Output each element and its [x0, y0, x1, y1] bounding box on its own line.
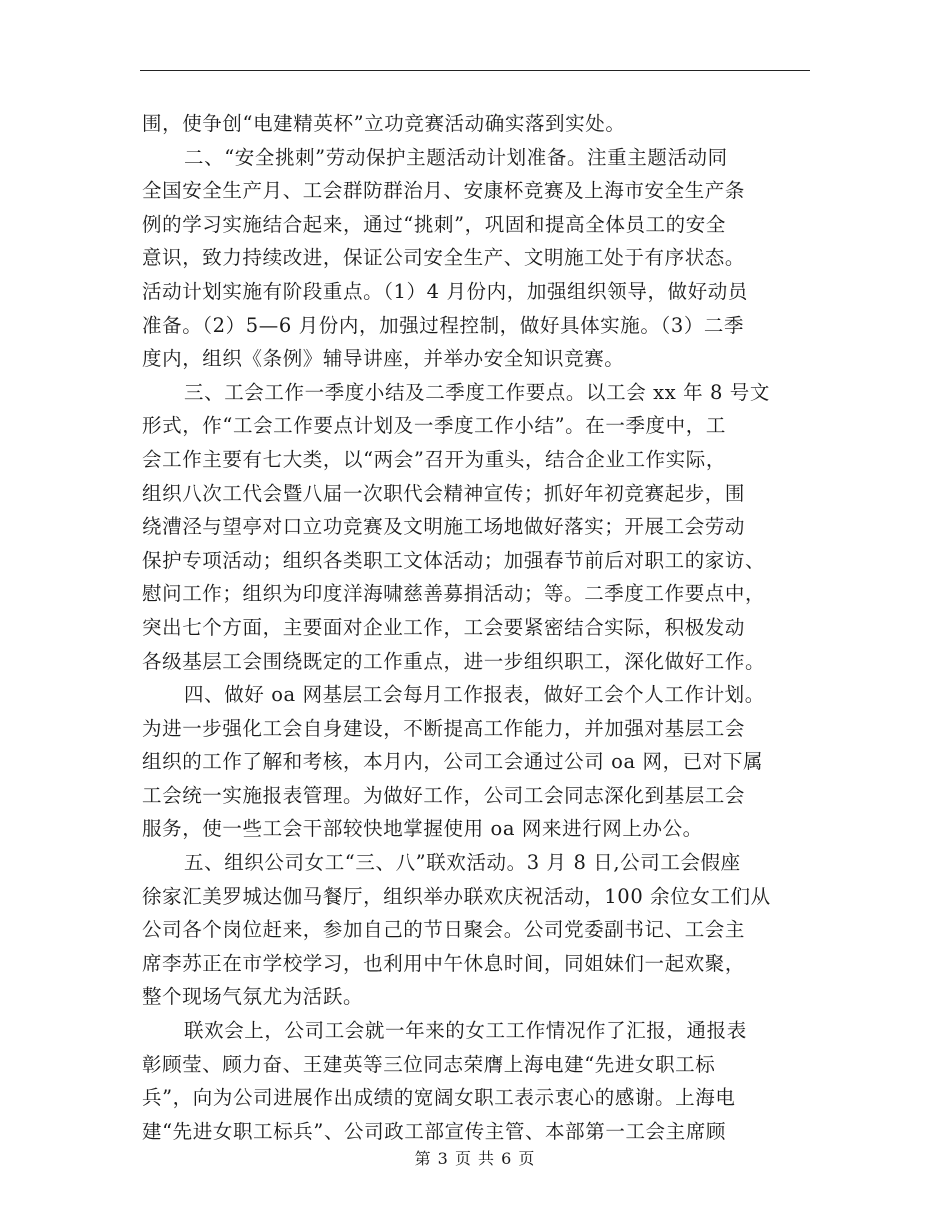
paragraph-line: 兵”，向为公司进展作出成绩的宽阔女职工表示衷心的感谢。上海电 [142, 1086, 736, 1110]
paragraph-line: 席李苏正在市学校学习，也利用中午休息时间，同姐妹们一起欢聚， [142, 951, 746, 975]
paragraph-line: 活动计划实施有阶段重点。（1）4 月份内，加强组织领导，做好动员 [142, 279, 748, 303]
paragraph [142, 678, 810, 846]
paragraph [142, 376, 810, 678]
paragraph-line: 整个现场气氛尤为活跃。 [142, 985, 364, 1009]
paragraph-line: 组织的工作了解和考核，本月内，公司工会通过公司 oa 网，已对下属 [142, 750, 764, 774]
header-rule [140, 70, 810, 71]
paragraph-line: 服务，使一些工会干部较快地掌握使用 oa 网来进行网上办公。 [142, 817, 703, 841]
paragraph [142, 1014, 810, 1148]
paragraph-line: 五、组织公司女工“三、八”联欢活动。3 月 8 日,公司工会假座 [184, 851, 741, 875]
paragraph-line: 四、做好 oa 网基层工会每月工作报表，做好工会个人工作计划。 [184, 683, 765, 707]
paragraph-line: 例的学习实施结合起来，通过“挑刺”，巩固和提高全体员工的安全 [142, 212, 726, 236]
paragraph-line: 三、工会工作一季度小结及二季度工作要点。以工会 xx 年 8 号文 [184, 380, 770, 404]
paragraph-line: 会工作主要有七大类，以“两会”召开为重头，结合企业工作实际， [142, 447, 726, 471]
paragraph-line: 徐家汇美罗城达伽马餐厅，组织举办联欢庆祝活动，100 余位女工们从 [142, 884, 771, 908]
paragraph-line: 建“先进女职工标兵”、公司政工部宣传主管、本部第一工会主席顾 [142, 1119, 726, 1143]
paragraph-line: 围，使争创“电建精英杯”立功竞赛活动确实落到实处。 [142, 112, 626, 135]
paragraph [142, 846, 810, 1014]
paragraph-line: 形式，作“工会工作要点计划及一季度工作小结”。在一季度中，工 [142, 414, 726, 438]
page-number-footer: 第 3 页 共 6 页 [414, 1149, 536, 1168]
paragraph-line: 意识，致力持续改进，保证公司安全生产、文明施工处于有序状态。 [142, 246, 746, 270]
paragraph-line: 组织八次工代会暨八届一次职代会精神宣传；抓好年初竞赛起步，围 [142, 481, 746, 505]
paragraph-line: 全国安全生产月、工会群防群治月、安康杯竞赛及上海市安全生产条 [142, 179, 746, 203]
document-body [142, 107, 810, 1148]
paragraph [142, 107, 810, 141]
paragraph-line: 工会统一实施报表管理。为做好工作，公司工会同志深化到基层工会 [142, 783, 746, 807]
paragraph-line: 为进一步强化工会自身建设，不断提高工作能力，并加强对基层工会 [142, 716, 746, 740]
paragraph-line: 绕漕泾与望亭对口立功竞赛及文明施工场地做好落实；开展工会劳动 [142, 515, 746, 539]
paragraph-line: 保护专项活动；组织各类职工文体活动；加强春节前后对职工的家访、 [142, 548, 766, 572]
paragraph-line: 突出七个方面，主要面对企业工作，工会要紧密结合实际，积极发动 [142, 615, 746, 639]
paragraph-line: 公司各个岗位赶来，参加自己的节日聚会。公司党委副书记、工会主 [142, 918, 746, 942]
paragraph-line: 联欢会上，公司工会就一年来的女工工作情况作了汇报，通报表 [184, 1019, 747, 1043]
paragraph-line: 彰顾莹、顾力奋、王建英等三位同志荣膺上海电建“先进女职工标 [142, 1052, 716, 1076]
paragraph-line: 准备。（2）5—6 月份内，加强过程控制，做好具体实施。（3）二季 [142, 313, 745, 337]
paragraph [142, 141, 810, 376]
paragraph-line: 二、“安全挑刺”劳动保护主题活动计划准备。注重主题活动同 [184, 145, 728, 169]
paragraph-line: 各级基层工会围绕既定的工作重点，进一步组织职工，深化做好工作。 [142, 649, 766, 673]
paragraph-line: 度内，组织《条例》辅导讲座，并举办安全知识竞赛。 [142, 347, 625, 371]
paragraph-line: 慰问工作；组织为印度洋海啸慈善募捐活动；等。二季度工作要点中， [142, 582, 766, 606]
